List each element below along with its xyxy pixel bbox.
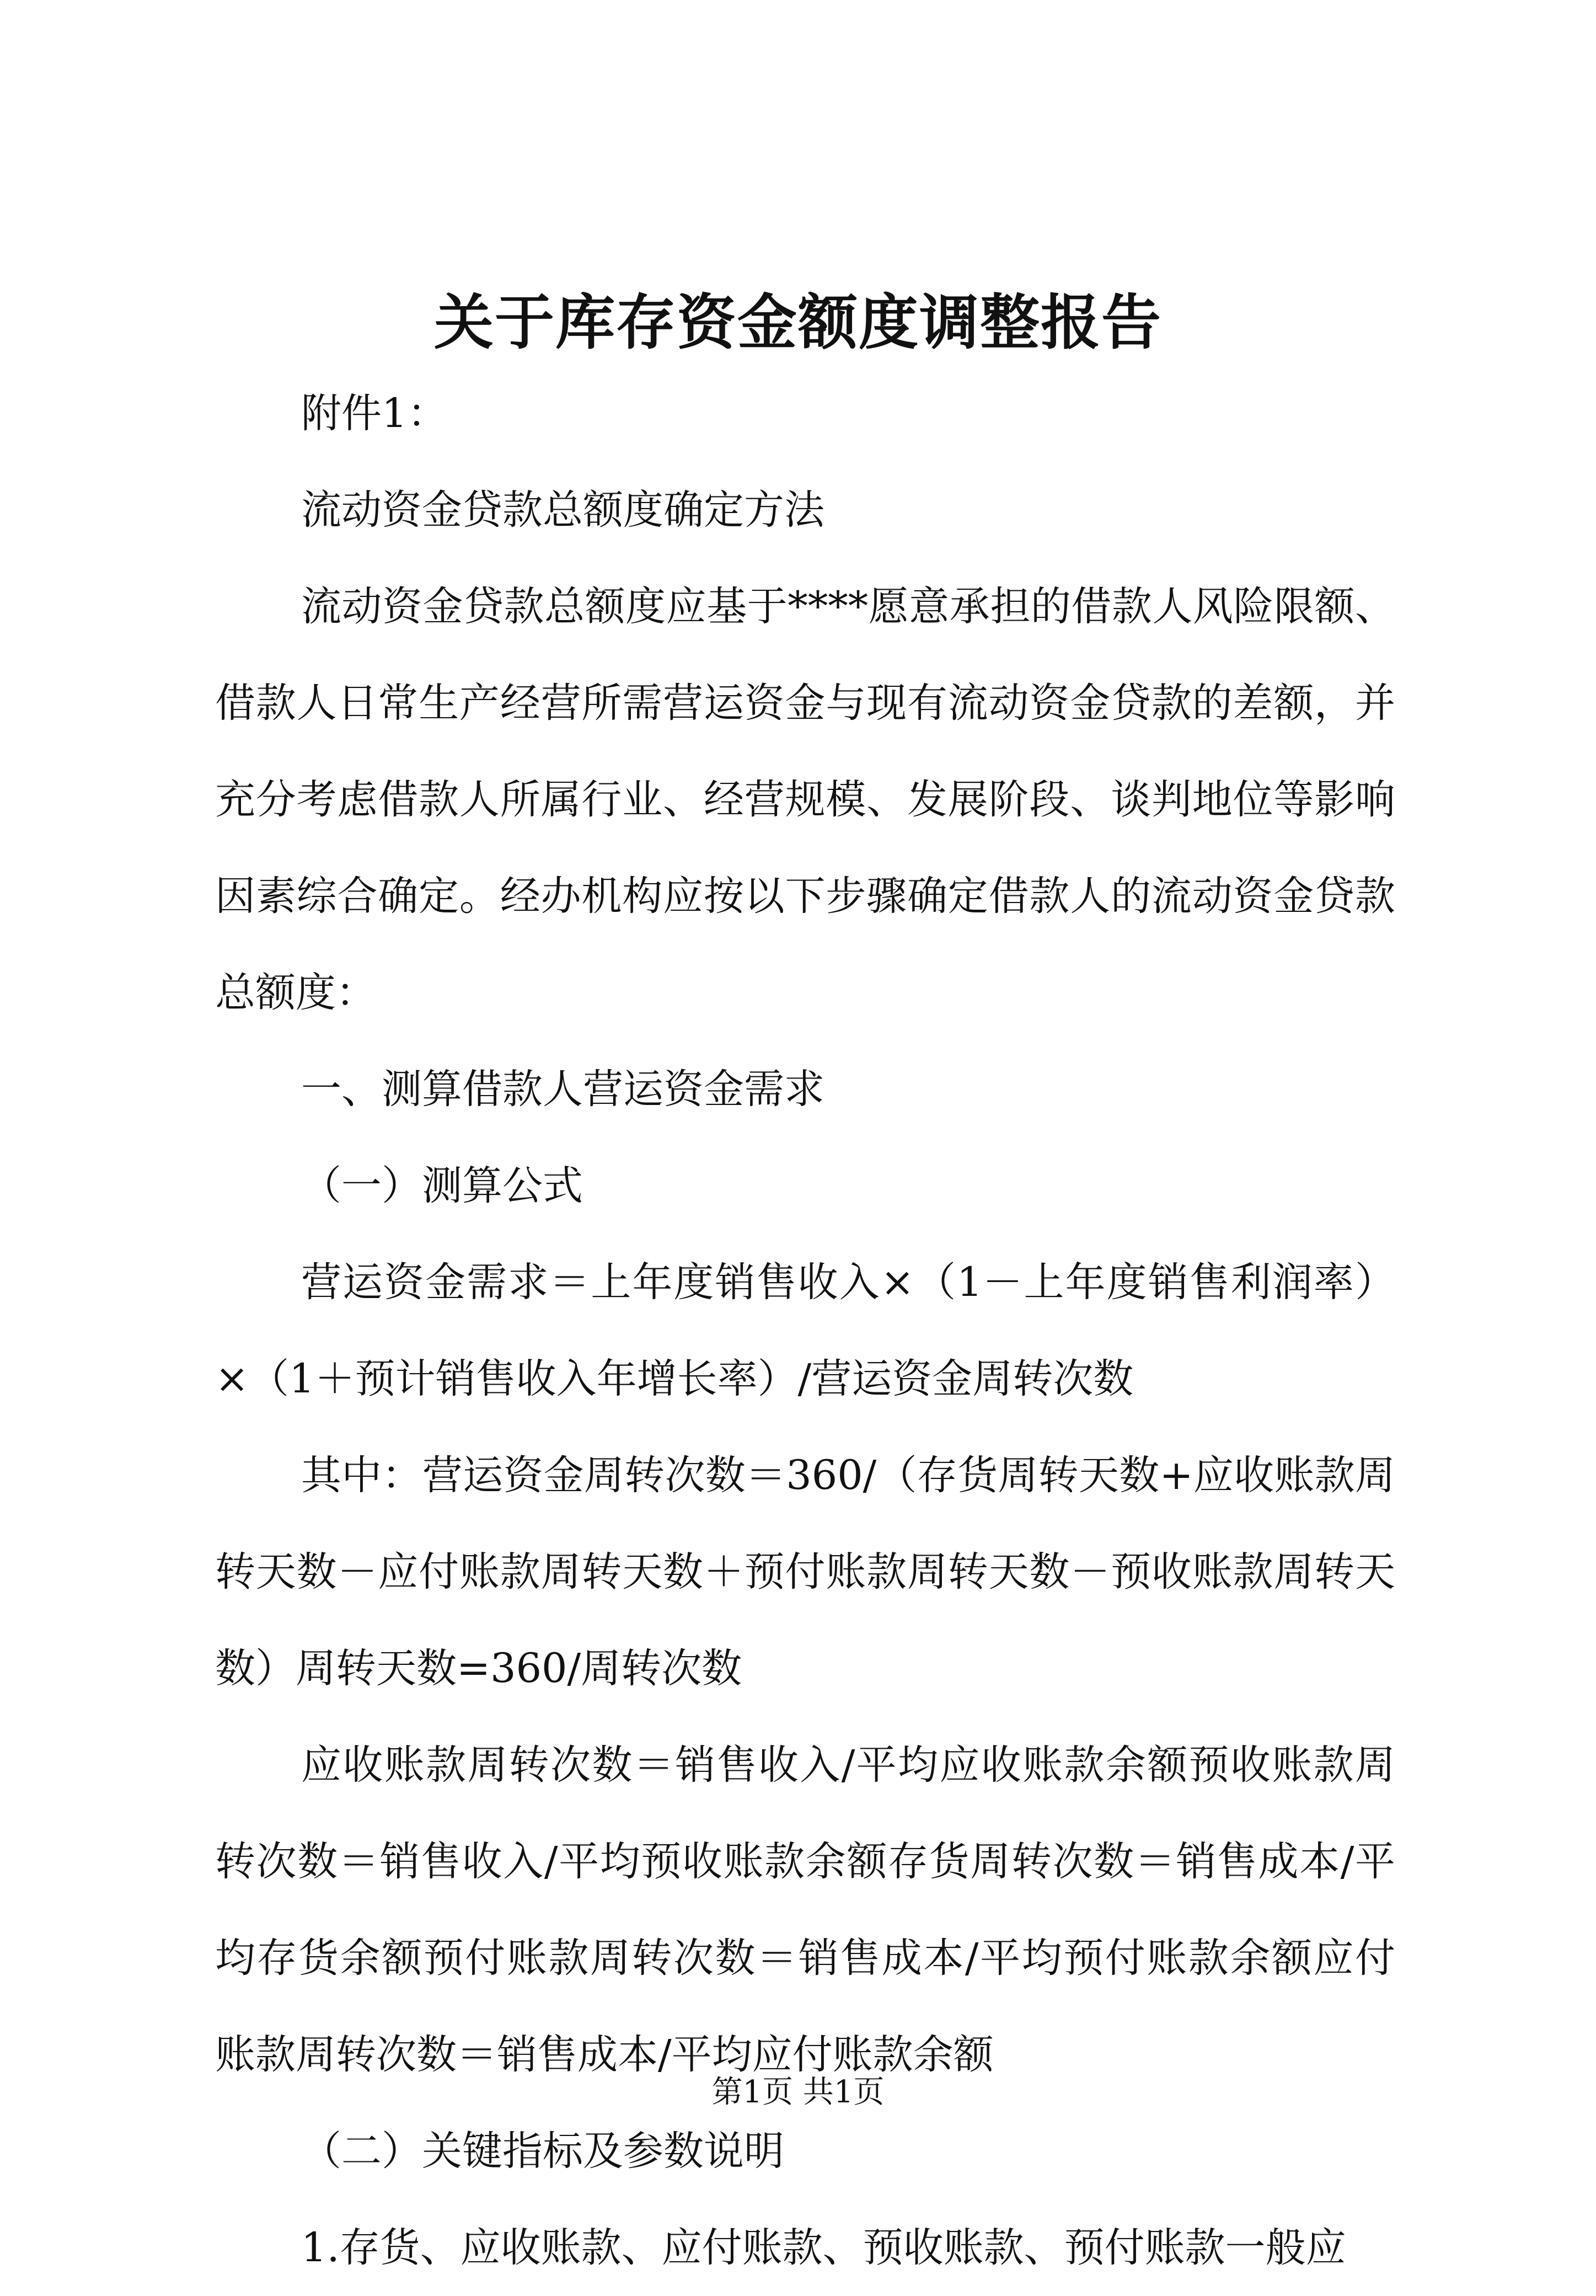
page-footer: 第1页 共1页 (711, 2074, 885, 2110)
body-paragraph: 1.存货、应收账款、应付账款、预收账款、预付账款一般应 (301, 2224, 1346, 2271)
document-body (215, 365, 1395, 2296)
formula-paragraph: 应收账款周转次数＝销售收入/平均应收账款余额预收账款周转次数＝销售收入/平均预收账款余额存货周转次数＝销售成本/平均存货余额预付账款周转次数＝销售成本/平均预付账款余额应付账款周转次数＝销售成本/平均应付账款余额 (215, 1742, 1395, 2078)
subsection-heading: （一）测算公式 (301, 1162, 583, 1209)
body-paragraph: 流动资金贷款总额度应基于****愿意承担的借款人风险限额、借款人日常生产经营所需营运资金与现有流动资金贷款的差额，并充分考虑借款人所属行业、经营规模、发展阶段、谈判地位等影响因素综合确定。经办机构应按以下步骤确定借款人的流动资金贷款总额度： (215, 583, 1395, 1016)
attachment-label: 附件1： (301, 390, 448, 437)
formula-paragraph: 营运资金需求＝上年度销售收入×（1－上年度销售利润率）×（1＋预计销售收入年增长率）/营运资金周转次数 (215, 1259, 1395, 1402)
section-heading: 一、测算借款人营运资金需求 (301, 1066, 824, 1113)
formula-paragraph: 其中：营运资金周转次数＝360/（存货周转天数+应收账款周转天数－应付账款周转天数＋预付账款周转天数－预收账款周转天数）周转天数=360/周转次数 (215, 1452, 1395, 1692)
section-heading: 流动资金贷款总额度确定方法 (301, 487, 824, 533)
subsection-heading: （二）关键指标及参数说明 (301, 2128, 784, 2175)
document-title: 关于库存资金额度调整报告 (433, 288, 1162, 357)
